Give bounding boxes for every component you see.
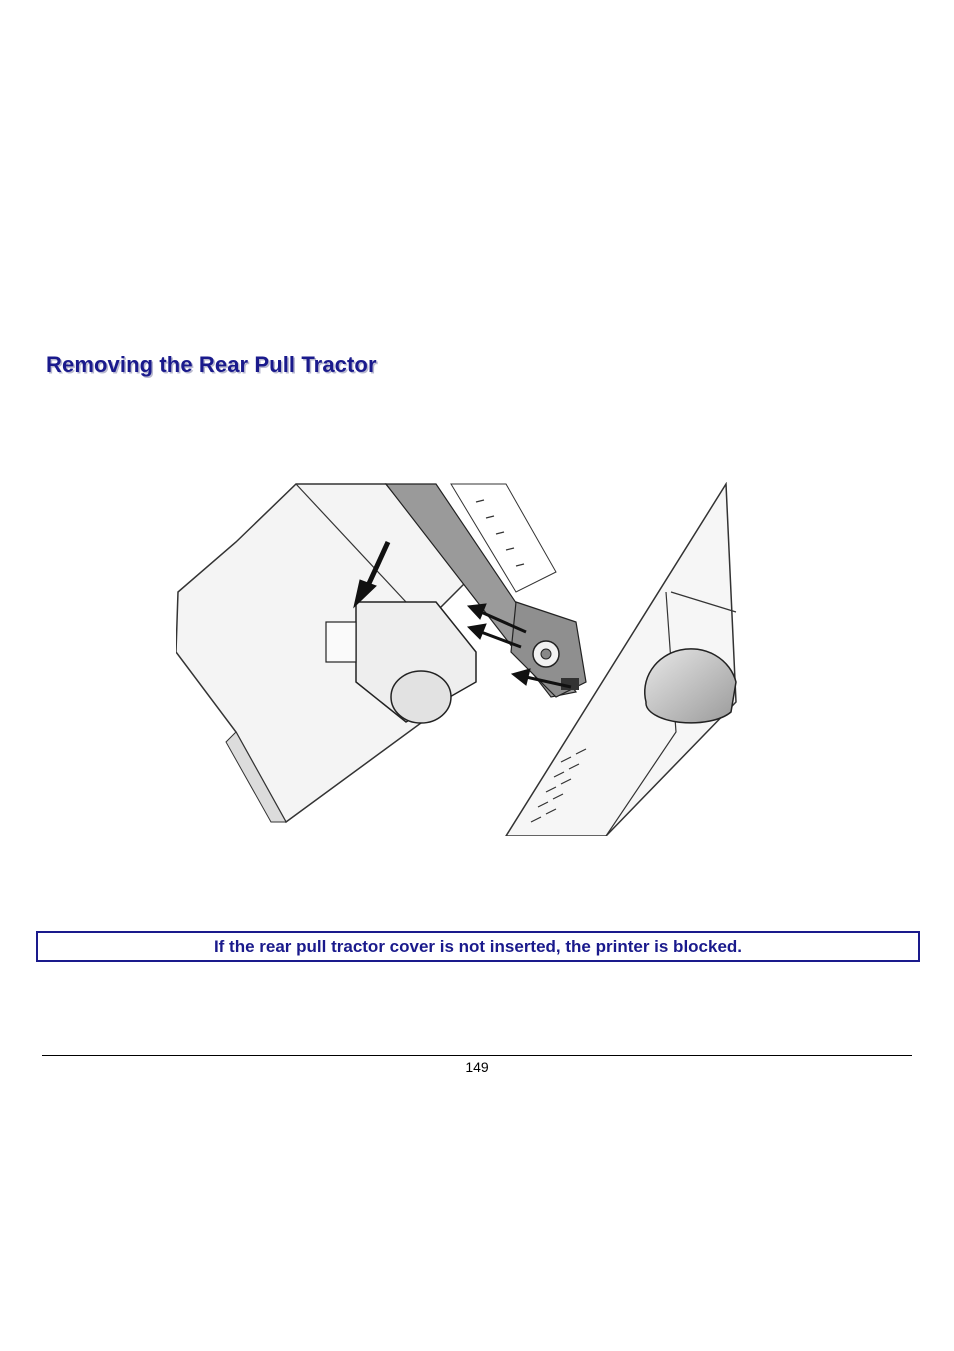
page-number: 149	[465, 1059, 489, 1075]
warning-note-text: If the rear pull tractor cover is not inserted, the printer is blocked.	[213, 936, 743, 956]
warning-note-box	[36, 931, 920, 962]
printer-tractor-removal-illustration	[176, 482, 746, 836]
footer-divider	[42, 1055, 912, 1056]
section-heading: Removing the Rear Pull Tractor	[46, 352, 377, 377]
